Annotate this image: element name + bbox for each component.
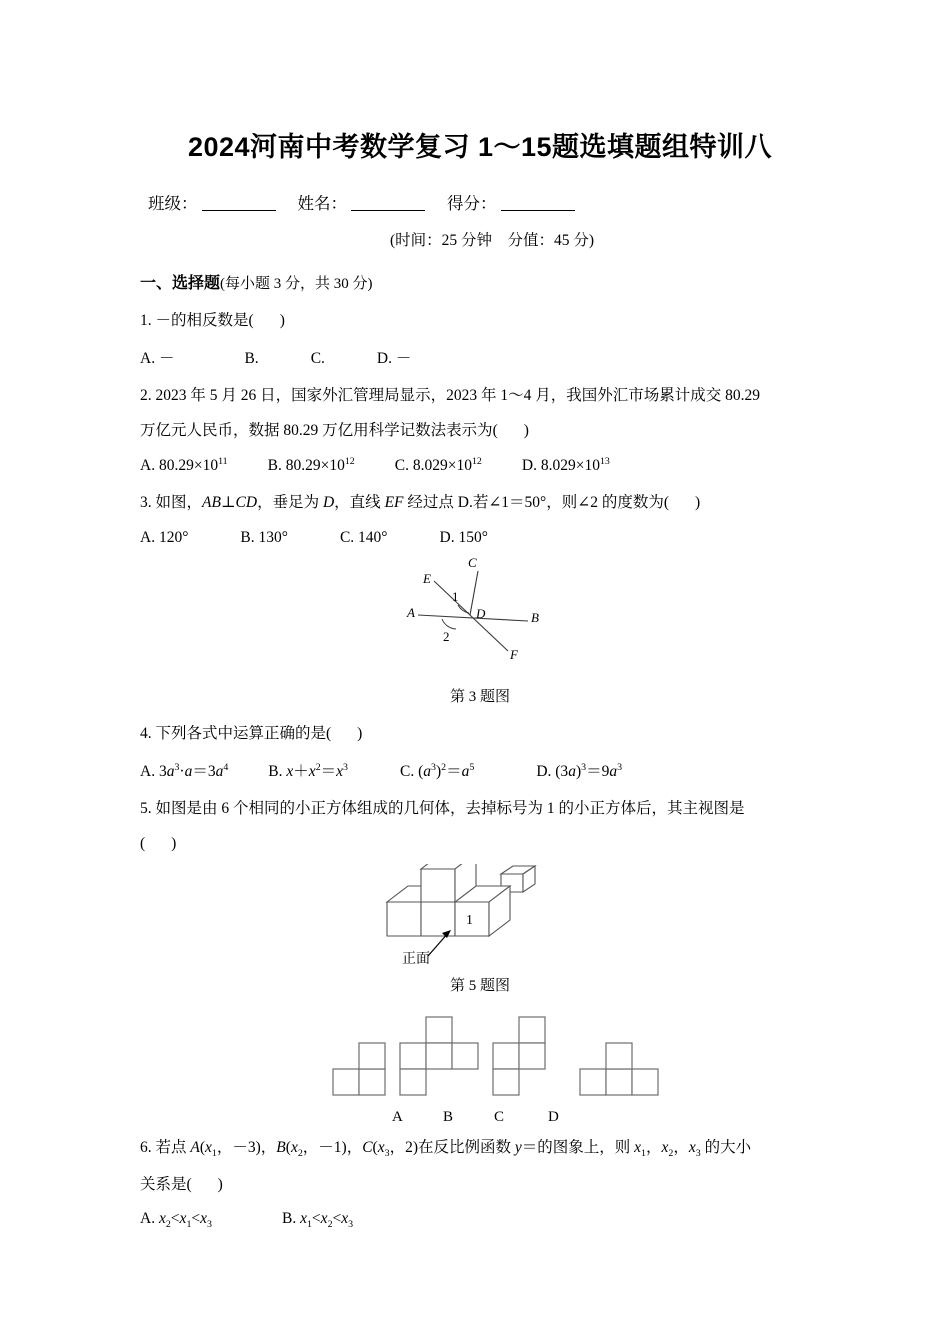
option-d-value: － xyxy=(395,350,412,368)
option-d-grid[interactable] xyxy=(580,1043,658,1095)
option-d-label: D. xyxy=(536,762,552,780)
option-a-grid[interactable] xyxy=(333,1043,385,1095)
question-3-stem xyxy=(140,490,820,515)
option-c-cell-top-right xyxy=(519,1017,545,1043)
option-c-cell-bottom-left xyxy=(493,1069,519,1095)
angles-diagram-svg xyxy=(140,553,820,675)
section-heading xyxy=(140,270,820,293)
label-angle-1: 1 xyxy=(452,588,459,604)
option-b-label: B. xyxy=(267,457,282,475)
question-1-stem xyxy=(140,308,820,333)
label-b: B xyxy=(531,609,539,625)
question-3-options xyxy=(140,529,820,547)
name-blank[interactable] xyxy=(351,210,425,211)
cube-left-front-face xyxy=(387,902,421,936)
label-c: C xyxy=(468,554,477,570)
question-2-stem-line2 xyxy=(140,418,820,443)
option-label-d: D xyxy=(548,1108,559,1125)
question-1-option-c[interactable] xyxy=(311,350,325,368)
question-1-paren-close: ) xyxy=(279,312,285,329)
question-4-text: 下列各式中运算正确的是( xyxy=(155,724,332,742)
question-4-option-a[interactable]: A. $3a^3\cdot a=3a^4$ xyxy=(140,761,229,780)
question-5-text-line1: 如图是由 6 个相同的小正方体组成的几何体，去掉标号为 1 的小正方体后，其主视图是 xyxy=(155,799,745,817)
option-label-c: C xyxy=(494,1108,505,1125)
option-c-exponent: 12 xyxy=(471,456,482,468)
label-d: D xyxy=(476,605,486,621)
question-6-text-c: ＝的图象上，则 xyxy=(521,1138,635,1156)
option-d-cell-bottom-right xyxy=(632,1069,658,1095)
question-6-text-d: 的大小 xyxy=(700,1138,752,1156)
option-d-cell-bottom-center xyxy=(606,1069,632,1095)
question-3-text-c: ，垂足为 xyxy=(257,494,323,512)
question-3-text-a: 如图， xyxy=(155,494,203,512)
question-2-number: 2. xyxy=(140,387,152,405)
question-6-stem-line2 xyxy=(140,1172,820,1197)
option-d-cell-bottom-left xyxy=(580,1069,606,1095)
question-4-options xyxy=(140,759,820,781)
question-2-options xyxy=(140,456,820,475)
section-heading-text: 一、选择题 xyxy=(140,275,221,292)
name-label: 姓名： xyxy=(297,194,347,213)
option-label-a: A xyxy=(392,1108,403,1125)
question-5-stem xyxy=(140,796,820,821)
score-label: 得分： xyxy=(447,194,497,213)
question-5-stem-line2 xyxy=(140,831,820,856)
question-3-option-a[interactable] xyxy=(140,529,188,547)
option-a-label: A. xyxy=(140,528,156,546)
option-c-cell-mid-left xyxy=(493,1043,519,1069)
question-4-stem xyxy=(140,721,820,746)
option-b-label: B. xyxy=(244,350,259,368)
option-a-cell-bottom-right xyxy=(359,1069,385,1095)
option-c-label: C. xyxy=(310,350,325,368)
option-c-label: C. xyxy=(400,762,415,780)
question-3-number: 3. xyxy=(140,494,152,512)
option-b-label: B. xyxy=(240,528,255,546)
option-b-value: 130° xyxy=(258,528,288,546)
cube-upper-front-face xyxy=(421,869,455,902)
question-1-options xyxy=(140,346,820,368)
option-grids-svg xyxy=(140,1009,820,1127)
option-b-cell-mid-left xyxy=(400,1043,426,1069)
exam-subtitle: (时间：25 分钟 分值：45 分) xyxy=(389,232,595,249)
question-4-number: 4. xyxy=(140,724,152,742)
question-1-option-a[interactable] xyxy=(140,346,174,368)
option-b-label: B. xyxy=(268,762,283,780)
option-b-grid[interactable] xyxy=(400,1017,478,1095)
question-1-number: 1. xyxy=(140,312,152,329)
question-2-option-c[interactable] xyxy=(395,456,482,475)
option-a-cell-top-right xyxy=(359,1043,385,1069)
page-title: 2024河南中考数学复习 1～15题选填题组特训八 xyxy=(187,132,773,162)
question-6-text-line2: 关系是( xyxy=(140,1176,192,1194)
option-d-mantissa: 8.029×10 xyxy=(540,457,600,475)
option-d-label: D. xyxy=(376,350,392,368)
question-2-text-line2: 万亿元人民币，数据 80.29 万亿用科学记数法表示为( xyxy=(140,422,498,440)
option-c-label: C. xyxy=(394,457,409,475)
label-f: F xyxy=(510,646,518,662)
question-3-figure xyxy=(140,553,820,675)
page-content xyxy=(140,0,820,1230)
question-4-option-b[interactable]: B. $x+x^2=x^3$ xyxy=(268,761,348,780)
question-6-stem: 6. 若点 $A(x_1$，－3)，$B(x_2$，－1)，$C(x_3$，2)在反比例函数 y＝的图象上，则 $x_1$，$x_2$，$x_3$ 的大小 xyxy=(140,1138,752,1160)
option-label-b: B xyxy=(443,1108,454,1125)
option-b-exponent: 12 xyxy=(344,456,355,468)
question-3-figure-caption: 第 3 题图 xyxy=(449,688,510,705)
question-2-option-d[interactable] xyxy=(522,456,610,475)
question-1-option-d[interactable] xyxy=(377,346,411,368)
question-3-text-f: 经过点 D.若∠1＝50°，则∠2 的度数为( xyxy=(403,494,670,512)
option-b-cell-top xyxy=(426,1017,452,1043)
option-d-label: D. xyxy=(439,528,455,546)
label-a: A xyxy=(407,604,415,620)
option-a-mantissa: 80.29×10 xyxy=(158,457,219,475)
option-a-label: A. xyxy=(140,762,156,780)
question-5-paren-close: ) xyxy=(171,834,177,852)
angle-2-arc xyxy=(442,619,456,629)
option-a-cell-bottom-left xyxy=(333,1069,359,1095)
question-3-segment-ab: AB xyxy=(202,494,221,512)
option-a-label: A. xyxy=(140,457,156,475)
front-view-label: 正面 xyxy=(402,951,430,964)
question-4-paren-close: ) xyxy=(357,724,363,742)
option-a-label: A. xyxy=(140,1210,156,1228)
question-6-text-a: 若点 xyxy=(155,1138,191,1156)
question-3-segment-cd: CD xyxy=(235,494,258,512)
option-b-label: B. xyxy=(281,1210,297,1228)
question-3-option-d[interactable] xyxy=(440,529,488,547)
option-c-cell-mid-right xyxy=(519,1043,545,1069)
class-label: 班级： xyxy=(148,194,198,213)
question-5-figure xyxy=(140,864,820,964)
student-info-line xyxy=(140,190,820,214)
section-heading-note: (每小题 3 分，共 30 分) xyxy=(220,276,373,292)
option-c-value: 140° xyxy=(358,528,388,546)
question-1-option-b[interactable] xyxy=(244,350,258,368)
question-3-perp-symbol: ⊥ xyxy=(220,494,236,512)
question-5-number: 5. xyxy=(140,799,152,817)
option-c-mantissa: 8.029×10 xyxy=(412,457,472,475)
question-6-options xyxy=(140,1210,820,1230)
question-2-option-b[interactable] xyxy=(268,456,355,475)
label-angle-2: 2 xyxy=(443,628,450,644)
cube-number-label: 1 xyxy=(466,912,473,928)
option-b-cell-mid-center xyxy=(426,1043,452,1069)
score-blank[interactable] xyxy=(501,210,575,211)
cube-group xyxy=(387,864,535,936)
cube-solid-svg xyxy=(140,864,820,964)
option-c-label: C. xyxy=(339,528,355,546)
question-6-number: 6. xyxy=(140,1138,152,1156)
option-a-label: A. xyxy=(140,350,156,368)
question-6-option-a[interactable]: A. $x_2<x_1<x_3$ xyxy=(140,1210,212,1231)
question-4-option-d[interactable]: D. $(3a)^3=9a^3$ xyxy=(536,761,623,780)
option-d-value: 150° xyxy=(458,528,488,546)
question-6-option-b[interactable]: B. $x_1<x_2<x_3$ xyxy=(281,1210,354,1231)
option-d-cell-top-center xyxy=(606,1043,632,1069)
option-a-value: 120° xyxy=(158,528,189,546)
option-a-value: － xyxy=(158,350,175,368)
question-5-option-figures xyxy=(140,1009,820,1127)
question-2-paren-close: ) xyxy=(523,422,529,440)
question-6-paren-close: ) xyxy=(217,1176,223,1194)
question-6-text-b: 在反比例函数 xyxy=(417,1138,515,1156)
option-b-cell-mid-right xyxy=(452,1043,478,1069)
question-3-line-ef: EF xyxy=(384,494,404,512)
question-1-text-post: 的相反数是( xyxy=(171,312,254,329)
option-d-label: D. xyxy=(521,457,537,475)
option-a-exponent: 11 xyxy=(218,456,228,468)
question-1-text-pre: － xyxy=(155,312,172,329)
question-3-point-d: D xyxy=(322,494,335,512)
question-4-option-c[interactable]: C. $(a^3)^2=a^5$ xyxy=(400,761,475,780)
option-b-cell-bottom-left xyxy=(400,1069,426,1095)
question-3-option-b[interactable] xyxy=(240,529,288,547)
option-c-grid[interactable] xyxy=(493,1017,545,1095)
question-2-stem xyxy=(140,383,820,408)
question-2-text-line1: 2023 年 5 月 26 日，国家外汇管理局显示，2023 年 1～4 月，我国外汇市场累计成交 80.29 xyxy=(155,387,761,405)
question-5-figure-caption: 第 5 题图 xyxy=(449,977,510,994)
question-3-option-c[interactable] xyxy=(340,529,388,547)
question-2-option-a[interactable] xyxy=(140,456,228,475)
option-d-exponent: 13 xyxy=(599,456,610,468)
question-3-text-e: ，直线 xyxy=(334,494,385,512)
label-e: E xyxy=(423,570,431,586)
question-5-paren-open: ( xyxy=(140,834,146,852)
option-b-mantissa: 80.29×10 xyxy=(285,457,345,475)
question-3-paren-close: ) xyxy=(695,494,701,512)
class-blank[interactable] xyxy=(202,210,276,211)
